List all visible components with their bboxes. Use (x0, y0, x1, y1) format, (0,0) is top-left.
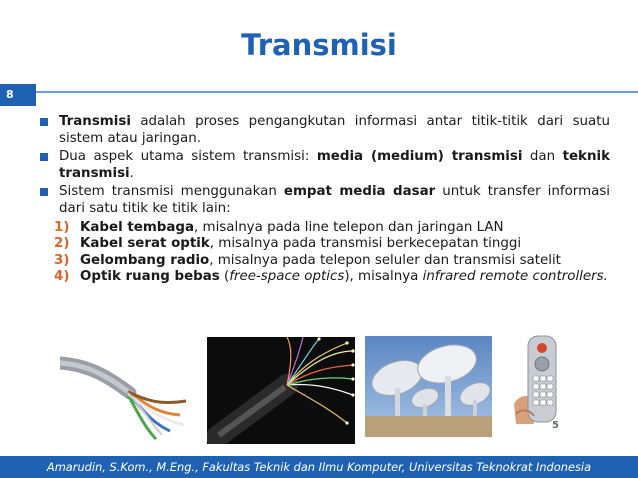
media-list-item (54, 220, 610, 237)
list-number: 3) (54, 252, 70, 268)
bullet-square-icon (40, 188, 48, 196)
bullet-item (38, 149, 610, 182)
bullet-text-part: untuk transfer informasi dari satu titik ke titik lain: (59, 184, 611, 216)
fiber-optic-cable-image (207, 337, 355, 444)
copper-cable-image (60, 343, 190, 441)
bullet-square-icon (40, 153, 48, 161)
list-number: 1) (54, 219, 70, 235)
bullet-text-part: adalah proses pengangkutan informasi antar titik-titik dari suatu sistem atau jaringan. (59, 114, 610, 146)
title-divider (36, 91, 638, 93)
bullet-text-part: empat media dasar (283, 184, 436, 200)
bullet-text-part: dan (522, 149, 563, 165)
media-list-text (80, 236, 521, 251)
bullet-text (59, 114, 610, 146)
bullet-text-part: Sistem transmisi menggunakan (59, 184, 284, 200)
bullet-text-part: teknik transmisi (59, 149, 610, 181)
media-text-part: , misalnya pada line telepon dan jaringan LAN (194, 219, 504, 235)
list-number: 4) (54, 269, 70, 285)
slide-content (38, 114, 610, 286)
media-text-part: , misalnya pada transmisi berkecepatan tinggi (209, 236, 522, 252)
media-list-item (54, 236, 610, 253)
slide-title: Transmisi (241, 28, 397, 62)
bullet-text-part: . (129, 165, 134, 181)
media-text-part: infrared remote controllers. (422, 269, 608, 285)
bullet-text-part: Dua aspek utama sistem transmisi: (59, 149, 317, 165)
bullet-text (59, 149, 610, 181)
media-text-part: Kabel tembaga (80, 219, 195, 235)
media-list-text (80, 220, 504, 235)
bullet-text-part: media (medium) transmisi (316, 149, 523, 165)
media-text-part: ), misalnya (344, 269, 423, 285)
bullet-item (38, 184, 610, 217)
media-text-part: Optik ruang bebas (80, 269, 220, 285)
media-text-part: Kabel serat optik (80, 236, 210, 252)
bullet-item (38, 114, 610, 147)
media-text-part: , misalnya pada telepon seluler dan transmisi satelit (209, 252, 561, 268)
media-text-part: Gelombang radio (80, 252, 210, 268)
media-list-item (54, 269, 610, 286)
list-number: 2) (54, 236, 70, 252)
bullet-text (59, 184, 610, 216)
satellite-dish-image (365, 336, 492, 437)
image-badge: 5 (552, 420, 559, 431)
media-text-part: ( (219, 269, 230, 285)
media-list-text (80, 253, 561, 268)
page-number: 8 (0, 84, 36, 106)
media-list (54, 220, 610, 286)
remote-control-image (512, 334, 572, 426)
media-text-part: free-space optics (229, 269, 345, 285)
bullet-square-icon (40, 118, 48, 126)
bullet-text-part: Transmisi (59, 114, 131, 129)
media-list-item (54, 253, 610, 270)
media-list-text (80, 269, 608, 284)
slide-footer: Amarudin, S.Kom., M.Eng., Fakultas Teknik dan Ilmu Komputer, Universitas Teknokrat Indonesia (0, 456, 638, 478)
